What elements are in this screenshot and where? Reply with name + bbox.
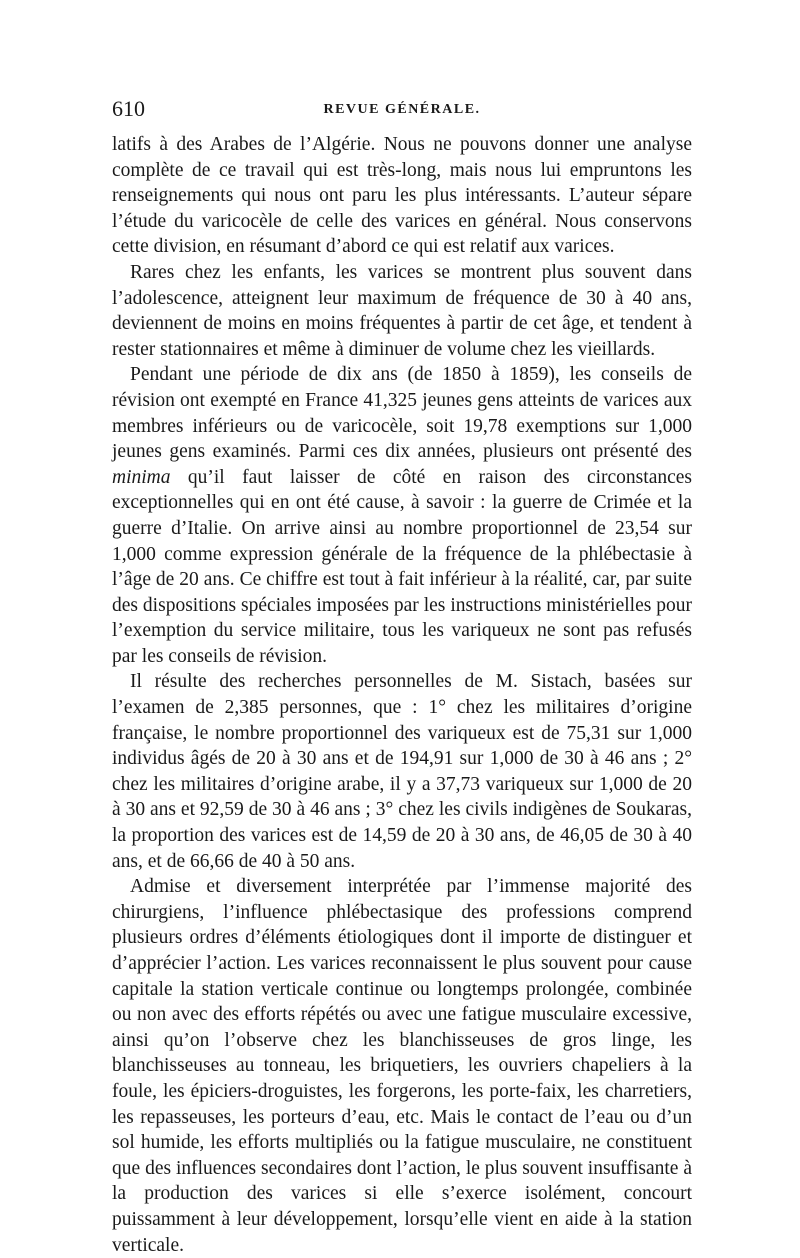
italic-term: minima	[112, 466, 171, 488]
paragraph-continuation: latifs à des Arabes de l’Algérie. Nous ne pouvons donner une analyse complète de ce travail qui est très-long, mais nous lui empruntons les renseignements qui nous ont paru les plus intéressants. L’auteur sépare l’étude du varicocèle de celle des varices en général. Nous conservons cette division, en résumant d’abord ce qui est relatif aux varices.	[112, 134, 692, 258]
paragraph-age-distribution: Rares chez les enfants, les varices se montrent plus souvent dans l’adolescence, atteignent leur maximum de fréquence de 30 à 40 ans, deviennent de moins en moins fréquentes à partir de cet âge, et tendent à rester stationnaires et même à diminuer de volume chez les vieillards.	[112, 261, 692, 360]
paragraph-professional-influence: Admise et diversement interprétée par l’immense majorité des chirurgiens, l’influence phlébectasique des professions comprend plusieurs ordres d’éléments étiologiques dont il importe de distinguer et d’apprécier l’action. Les varices reconnaissent le plus souvent pour cause capitale la station verticale continue ou longtemps prolongée, combinée ou non avec des efforts répétés ou avec une fatigue musculaire excessive, ainsi qu’on l’observe chez les blanchisseuses de gros linge, les blanchisseuses au tonneau, les briquetiers, les ouvriers chapeliers à la foule, les épiciers-droguistes, les forgerons, les porte-faix, les charretiers, les repasseuses, les porteurs d’eau, etc. Mais le contact de l’eau ou d’un sol humide, les efforts multipliés ou la fatigue musculaire, ne constituent que des influences secondaires dont l’action, le plus souvent insuffisante à la production des varices si elle s’exerce isolément, concourt puissamment à leur développement, lorsqu’elle vient en aide à la station verticale.	[112, 876, 692, 1256]
body-text	[112, 132, 692, 1258]
document-page	[112, 96, 692, 1258]
page-number: 610	[112, 96, 145, 121]
paragraph-revision-statistics: Pendant une période de dix ans (de 1850 à 1859), les conseils de révision ont exempté en France 41,325 jeunes gens atteints de varices aux membres inférieurs ou de varicocèle, soit 19,78 exemptions sur 1,000 jeunes gens examinés. Parmi ces dix années, plusieurs ont présenté des minima qu’il faut laisser de côté en raison des circonstances exceptionnelles qui en ont été cause, à savoir : la guerre de Crimée et la guerre d’Italie. On arrive ainsi au nombre proportionnel de 23,54 sur 1,000 comme expression générale de la fréquence de la phlébectasie à l’âge de 20 ans. Ce chiffre est tout à fait inférieur à la réalité, car, par suite des dispositions spéciales imposées par les instructions ministérielles pour l’exemption du service militaire, tous les variqueux ne sont pas refusés par les conseils de révision.	[112, 364, 692, 667]
page-header	[112, 96, 692, 128]
running-title: REVUE GÉNÉRALE.	[323, 102, 481, 117]
paragraph-sistach-research: Il résulte des recherches personnelles de M. Sistach, basées sur l’examen de 2,385 personnes, que : 1° chez les militaires d’origine française, le nombre proportionnel des variqueux est de 75,31 sur 1,000 individus âgés de 20 à 30 ans et de 194,91 sur 1,000 de 30 à 46 ans ; 2° chez les militaires d’origine arabe, il y a 37,73 variqueux sur 1,000 de 20 à 30 ans et 92,59 de 30 à 46 ans ; 3° chez les civils indigènes de Soukaras, la proportion des varices est de 14,59 de 20 à 30 ans, de 46,05 de 30 à 40 ans, et de 66,66 de 40 à 50 ans.	[112, 671, 692, 872]
